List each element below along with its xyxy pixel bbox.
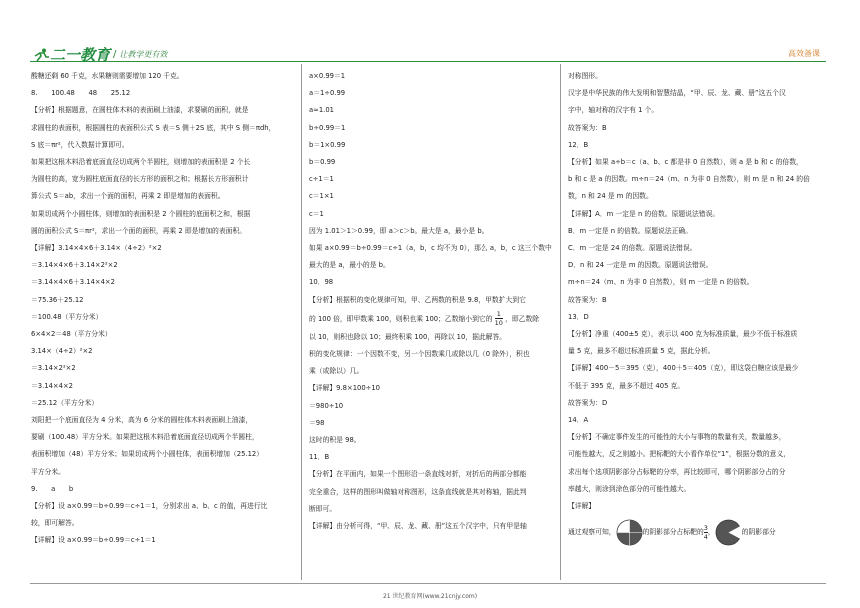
text-line: 【分析】设 a×0.99＝b÷0.99＝c÷1＝1，分别求出 a、b、c 的值，再进行比 xyxy=(31,502,268,511)
text-line: 最大的是 a，最小的是 b。 xyxy=(309,261,390,270)
runner-logo-icon xyxy=(34,48,50,62)
logo-text: 二一教育 xyxy=(50,46,111,64)
text-line: 【详解】3.14×4×6＋3.14×（4÷2）²×2 xyxy=(31,244,162,253)
text-line: 【详解】A．m 一定是 n 的倍数。原题说法错误。 xyxy=(568,209,720,218)
text-line: ＝98 xyxy=(309,418,325,427)
text-line: 【分析】根据题意，在圆柱体木料的表面刷上油漆，求要刷的面积，就是 xyxy=(31,106,249,115)
text-line: 圆的面积公式 S＝πr²，求出一个面的面积，再乘 2 即是增加的表面积。 xyxy=(31,226,247,235)
text-line: 求圆柱的表面积，根据圆柱的表面积公式 S 表＝S 侧＋2S 底，其中 S 侧＝πdh， xyxy=(31,123,276,132)
text-line: ＝3.14×2²×2 xyxy=(31,364,76,373)
text-line: 8. 100.48 48 25.12 xyxy=(31,89,131,98)
text-line: 量 5 克，最多不超过标准质量 5 克，据此分析。 xyxy=(568,347,715,356)
text-line: 断即可。 xyxy=(309,504,337,513)
text-line: m÷n＝24（m、n 为非 0 自然数），则 m 一定是 n 的倍数。 xyxy=(568,278,754,287)
text-line: 如果把这根木料沿着底面直径切成两个半圆柱，则增加的表面积是 2 个长 xyxy=(31,158,251,167)
text-line: 因为 1.01＞1＞0.99，即 a＞c＞b。最大是 a，最小是 b。 xyxy=(309,226,489,235)
text-line: 13．D xyxy=(568,312,589,321)
text-line: a×0.99＝1 xyxy=(309,72,346,80)
text-line: 要刷（100.48）平方分米。如果把这根木料沿着底面直径切成两个半圆柱， xyxy=(31,433,259,442)
text-line: S 底＝πr²，代入数据计算即可。 xyxy=(31,140,129,149)
footer-text: 21 世纪教育网(www.21cnjy.com) xyxy=(382,593,478,600)
logo-slogan: 让教学更有效 xyxy=(119,50,168,59)
fraction-one-tenth: $\frac{1}{10}$ xyxy=(494,310,503,328)
text-line: 故答案为：D xyxy=(568,398,608,407)
column-divider xyxy=(301,64,302,580)
logo-separator: / xyxy=(113,49,117,60)
pie-comparison-line: 通过观察可知， 的阴影部分占标靶的 $\frac{3}{4}$ ， 的阴影部分 xyxy=(568,519,823,546)
text-line: 【分析】根据积的变化规律可知，甲、乙两数的积是 9.8，甲数扩大到它 xyxy=(309,295,526,304)
header-rule xyxy=(30,61,826,62)
text-line: 【分析】不确定事件发生的可能性的大小与事物的数量有关，数量越多， xyxy=(568,433,786,442)
text-line: 14．A xyxy=(568,416,589,425)
text-line: 对称图形。 xyxy=(568,72,602,80)
text-line: 以 10，则积也除以 10；最终积乘 100，再除以 10，据此解答。 xyxy=(309,332,507,341)
column-1 xyxy=(31,68,293,550)
text-line: 表面积增加（48）平方分米；如果切成两个小圆柱体，表面积增加（25.12） xyxy=(31,450,264,459)
column-divider xyxy=(560,64,561,580)
text-line: 9. a b xyxy=(31,484,74,493)
text-line: 10．98 xyxy=(309,278,334,287)
text-line: 12．B xyxy=(568,140,589,149)
text-line: 汉字是中华民族的伟大发明和智慧结晶，“甲、辰、龙、藏、册”这五个汉 xyxy=(568,89,786,98)
text-line: a＝1÷0.99 xyxy=(309,89,346,98)
header-right-label: 高效备课 xyxy=(788,49,820,58)
text-line: 乘（或除以）几。 xyxy=(309,367,364,376)
text-line-fraction: 的 100 倍，即甲数乘 100，则积也乘 100；乙数缩小到它的 $\frac{1}{10}$ ，即乙数除 xyxy=(309,310,540,328)
text-line: ＝3.14×4×6＋3.14×2²×2 xyxy=(31,261,118,270)
text-line: 如果 a×0.99＝b÷0.99＝c÷1（a，b，c 均不为 0），那么 a，b，c 这三个数中 xyxy=(309,244,552,253)
text-line: 为圆柱的高，宽为圆柱底面直径的长方形的面积之和；根据长方形面积计 xyxy=(31,175,249,184)
text-line: 求出每个选项阴影部分占标靶的分率，再比较即可，哪个阴影部分占的分 xyxy=(568,467,786,476)
text-line: b 和 c 是 a 的因数。m÷n＝24（m、n 为非 0 自然数），则 m 是 n 和 24 的倍 xyxy=(568,175,810,184)
text-line: 平方分米。 xyxy=(31,467,65,476)
text-line: a≈1.01 xyxy=(309,106,334,115)
text-line: 【分析】如果 a÷b＝c（a、b、c 都是非 0 自然数），则 a 是 b 和 c 的倍数， xyxy=(568,158,803,167)
text-line: ＝3.14×4×6＋3.14×4×2 xyxy=(31,278,115,287)
text-line: 11．B xyxy=(309,453,330,462)
text-line: D．n 和 24 一定是 m 的因数。原题说法错误。 xyxy=(568,261,713,270)
text-line: 刘阳把一个底面直径为 4 分米，高为 6 分米的圆柱体木料表面刷上油漆， xyxy=(31,416,253,425)
text-line: 字中，轴对称的汉字有 1 个。 xyxy=(568,106,659,115)
text-line: 【分析】净重（400±5 克），表示以 400 克为标准质量，最少不低于标准质 xyxy=(568,330,798,339)
text-line: b÷0.99＝1 xyxy=(309,123,346,132)
text-line: c＝1×1 xyxy=(309,192,334,201)
text-line: 数，n 和 24 是 m 的因数。 xyxy=(568,192,653,201)
text-line: 【分析】在平面内，如果一个图形沿一条直线对折，对折后的两部分都能 xyxy=(309,470,527,479)
text-line: 完全重合，这样的图形叫做轴对称图形，这条直线就是其对称轴，据此判 xyxy=(309,487,527,496)
pie-target-icon xyxy=(616,519,643,546)
column-3 xyxy=(568,68,823,546)
column-2 xyxy=(309,68,554,535)
pie-target-icon xyxy=(715,519,742,546)
text-line: 不低于 395 克，最多不超过 405 克。 xyxy=(568,381,685,390)
text-line: 酸糖还剩 60 千克，水果糖则需要增加 120 千克。 xyxy=(31,72,184,80)
text-line: ＝3.14×4×2 xyxy=(31,381,73,390)
text-line: 故答案为：B xyxy=(568,123,607,132)
text-line: 【详解】 xyxy=(568,502,596,511)
footer-rule xyxy=(30,583,826,584)
text-line: 6×4×2＝48（平方分米） xyxy=(31,330,112,339)
text-line: 3.14×（4÷2）²×2 xyxy=(31,347,93,356)
text-line: ＝25.12（平方分米） xyxy=(31,398,99,407)
text-line: 算公式 S＝ab，求出一个面的面积，再乘 2 即是增加的表面积。 xyxy=(31,192,225,201)
text-line: b＝1×0.99 xyxy=(309,140,346,149)
text-line: ＝100.48（平方分米） xyxy=(31,312,103,321)
text-line: 积的变化规律：一个因数不变，另一个因数乘几或除以几（0 除外），积也 xyxy=(309,350,530,359)
text-line: 故答案为：B xyxy=(568,295,607,304)
text-line: 率越大，则涂到涂色部分的可能性越大。 xyxy=(568,484,691,493)
text-line: 这时的积是 98。 xyxy=(309,436,361,445)
text-line: B．m 一定是 n 的倍数。原题说法正确。 xyxy=(568,226,693,235)
text-line: c＝1 xyxy=(309,209,324,218)
text-line: 【详解】由分析可得，“甲、辰、龙、藏、册”这五个汉字中，只有甲是轴 xyxy=(309,522,527,531)
text-line: c÷1＝1 xyxy=(309,175,334,184)
text-line: b＝0.99 xyxy=(309,158,336,167)
text-line: 可能性越大，反之则越小。把标靶的大小看作单位“1”，根据分数的意义， xyxy=(568,450,791,459)
text-line: ＝75.36＋25.12 xyxy=(31,295,84,304)
fraction-three-quarters: $\frac{3}{4}$ xyxy=(703,524,708,542)
text-line: 【详解】设 a×0.99＝b÷0.99＝c÷1＝1 xyxy=(31,536,156,545)
text-line: C．m 一定是 24 的倍数。原题说法错误。 xyxy=(568,244,697,253)
text-line: 【详解】400－5＝395（克），400＋5＝405（克），即这袋白糖应该是最少 xyxy=(568,364,799,373)
text-line: 如果切成两个小圆柱体，则增加的表面积是 2 个圆柱的底面积之和，根据 xyxy=(31,209,251,218)
text-line: 较，即可解答。 xyxy=(31,519,79,528)
text-line: ＝980÷10 xyxy=(309,401,344,410)
text-line: 【详解】9.8×100÷10 xyxy=(309,384,381,393)
